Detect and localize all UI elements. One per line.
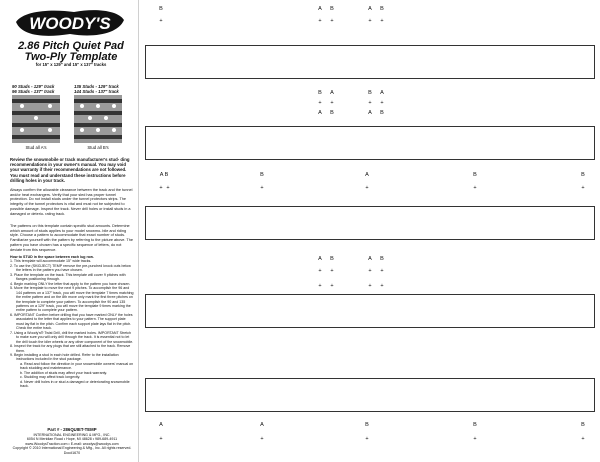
left-column-divider [138,0,139,462]
marker-r2-4: A [380,90,384,96]
plus-r4-5[interactable]: + [318,283,322,289]
plus-r5-2[interactable]: + [260,436,264,442]
step-3: 3. Place the template on the track. This template will cover 9 pitches with flanges positioning through. [10,272,126,282]
marker-r2-3: B [368,90,372,96]
plus-r4-4[interactable]: + [380,268,384,274]
step-2: 2. To use the (SKIDJECT) TEMP remove the pre-punched knock outs below the letters in the pattern you have chosen. [10,263,131,273]
pitch-box-1 [145,45,595,79]
plus-r3-4[interactable]: + [365,185,369,191]
plus-r5-1[interactable]: + [159,436,163,442]
plus-r1-1[interactable]: + [159,18,163,24]
panel-a-line1: 90 Studs - 129" track [12,84,55,89]
svg-text:WOODY'S: WOODY'S [29,14,111,33]
company-address: 6054 N Meridian Road • Hope, MI 48628 • 989-689-4911 [26,437,118,441]
plus-r2-1[interactable]: + [318,100,322,106]
stud-pattern-b-image [74,95,122,143]
doc-number: Doc#1670 [63,450,81,455]
marker-r1-5: B [380,6,384,12]
substep-c: c. Studding may affect track longevity. [20,375,81,380]
pitch-box-4 [145,294,595,328]
step-8: 8. Inspect the track for any plugs that are still attached to the track. Remove them. [10,344,131,353]
marker-r2b-3: A [368,110,372,116]
marker-r5-3: B [365,422,369,428]
marker-r3-5: B [581,172,585,178]
marker-r3-4: B [473,172,477,178]
plus-r1-3[interactable]: + [330,18,334,24]
plus-r4-6[interactable]: + [330,283,334,289]
plus-r1-4[interactable]: + [368,18,372,24]
step-5: 5. Move the template to move the next 9 pitches. To accomplish the 96 and 144 patterns on a 137" track, you will move the template 7 times matching the entire pattern and on the 8th move only mark the first three pitches on the template to complete your pattern. To accomplish the 90 and 135 patterns on a 129" track, you will move the template 9 times marking the entire pattern to complete your pattern. [10,286,134,313]
marker-r4-3: A [368,256,372,262]
clearance-paragraph: Always confirm the allowable clearance between the track and the tunnel and/or heat exchangers. Verify that your sled has proper tunnel protection. Do not install studs under the tunnel protectors strips. The integrity of the tunnel protectors is vital and must not be subjected to possible damage. Inspect the track. Never drill holes or install studs in a damaged or deterio- rating track. [10,188,133,216]
plus-r5-4[interactable]: + [473,436,477,442]
company-web: www.WoodysTraction.com • E-mail: woodys@woodys.com [25,441,119,446]
woodys-logo [14,8,126,38]
plus-r3-1[interactable]: + [159,185,163,191]
substep-b: b. The addition of studs may affect your track warranty. [20,370,108,375]
step-9: 9. Begin installing a stud in each hole drilled. Refer to the installation instructions included in the stud package. [10,352,119,362]
panel-a-line2: 96 Studs - 137" track [12,89,55,94]
template-title-line1: 2.86 Pitch Quiet Pad [18,40,124,52]
substep-a: a. Read and follow the direction in your snowmobile owners' manual on track studding and maintenance. [20,361,134,371]
panel-b-line2: 144 Studs - 137" track [74,89,119,94]
template-title-line2: Two-Ply Template [24,51,118,63]
plus-r3-3[interactable]: + [260,185,264,191]
step-7: 7. Using a Woody's® Twist Drill, drill the marked holes. IMPORTANT Stretch to make sure you will only drill through the track. It is essential not to let the drill touch the idler wheels or any other component of the snowmobile. [10,330,134,344]
plus-r2-2[interactable]: + [330,100,334,106]
marker-r1-2: A [318,6,322,12]
pitch-box-3 [145,206,595,240]
marker-r2-2: A [330,90,334,96]
marker-r1-4: A [368,6,372,12]
marker-r2b-4: B [380,110,384,116]
panel-b-line1: 135 Studs - 129" track [74,84,119,89]
marker-r5-4: B [473,422,477,428]
plus-r4-8[interactable]: + [380,283,384,289]
marker-r1-1: B [159,6,163,12]
marker-r4-4: B [380,256,384,262]
plus-r2-3[interactable]: + [368,100,372,106]
marker-r4-2: B [330,256,334,262]
marker-r2b-2: B [330,110,334,116]
plus-r2-4[interactable]: + [380,100,384,106]
plus-r4-7[interactable]: + [368,283,372,289]
review-warning: Review the snowmobile or track manufacturer's stud- ding recommendations in your owner's manual. You may void your warranty if their recommendations are not followed. You must read and understand these instructions before drilling holes in your track. [10,157,130,183]
pattern-paragraph: The patterns on this template contain specific stud amounts. Determine which amount of studs applies to your model snowmo- bile and riding style. Choose a pattern to accommodate that exact number of studs. Familiarize yourself with the pattern by referring to the picture above. The pattern you have chosen has a specific sequence of letters, do not deviate from this sequence. [10,224,133,252]
marker-r2b-1: A [318,110,322,116]
pitch-box-5 [145,378,595,412]
plus-r4-3[interactable]: + [368,268,372,274]
stud-pattern-a-image [12,95,60,143]
marker-r5-2: A [260,422,264,428]
plus-r5-5[interactable]: + [581,436,585,442]
marker-r4-1: A [318,256,322,262]
plus-r3-2[interactable]: + [166,185,170,191]
panel-a-header [12,84,54,94]
plus-r3-5[interactable]: + [473,185,477,191]
plus-r3-6[interactable]: + [581,185,585,191]
panel-a-caption: Stud all A's [25,145,47,150]
marker-r3-1: A B [159,172,169,178]
steps-header: How to STUD in the space between each lug row. [10,255,94,259]
marker-r5-1: A [159,422,163,428]
panel-b-caption: Stud all B's [87,145,109,150]
step-4: 4. Begin marking ONLY the letter that apply to the pattern you have chosen. [10,281,131,286]
plus-r4-2[interactable]: + [330,268,334,274]
plus-r1-2[interactable]: + [318,18,322,24]
company-name: INTERNATIONAL ENGINEERING & MFG., INC. [33,432,111,437]
step-6: 6. IMPORTANT Confirm before drilling that you have marked ONLY the holes associated to the letter that applies to your pattern. The support plate must lay flat in the pitch. Confirm each support plate lays flat in the pitch. Check the entire track. [10,312,133,331]
step-1: 1. This template will accommodate 15" wide tracks. [10,259,92,264]
copyright: Copyright © 2010 International Engineering & Mfg., Inc. All rights reserved. [12,446,132,450]
marker-r1-3: B [330,6,334,12]
part-number: Part # - 286QUIET-TEMP [47,427,97,432]
plus-r1-5[interactable]: + [380,18,384,24]
part-info [10,428,134,455]
marker-r3-3: A [365,172,369,178]
marker-r3-2: B [260,172,264,178]
marker-r5-5: B [581,422,585,428]
pitch-box-2 [145,126,595,160]
panel-b-header [74,84,119,94]
substep-d: d. Never drill holes in or stud a damaged or deteriorating snowmobile track. [20,379,130,389]
plus-r5-3[interactable]: + [365,436,369,442]
plus-r4-1[interactable]: + [318,268,322,274]
template-subtitle: for 15" x 129" and 15" x 137" tracks [35,62,107,67]
instructions-list [10,255,134,389]
marker-r2-1: B [318,90,322,96]
